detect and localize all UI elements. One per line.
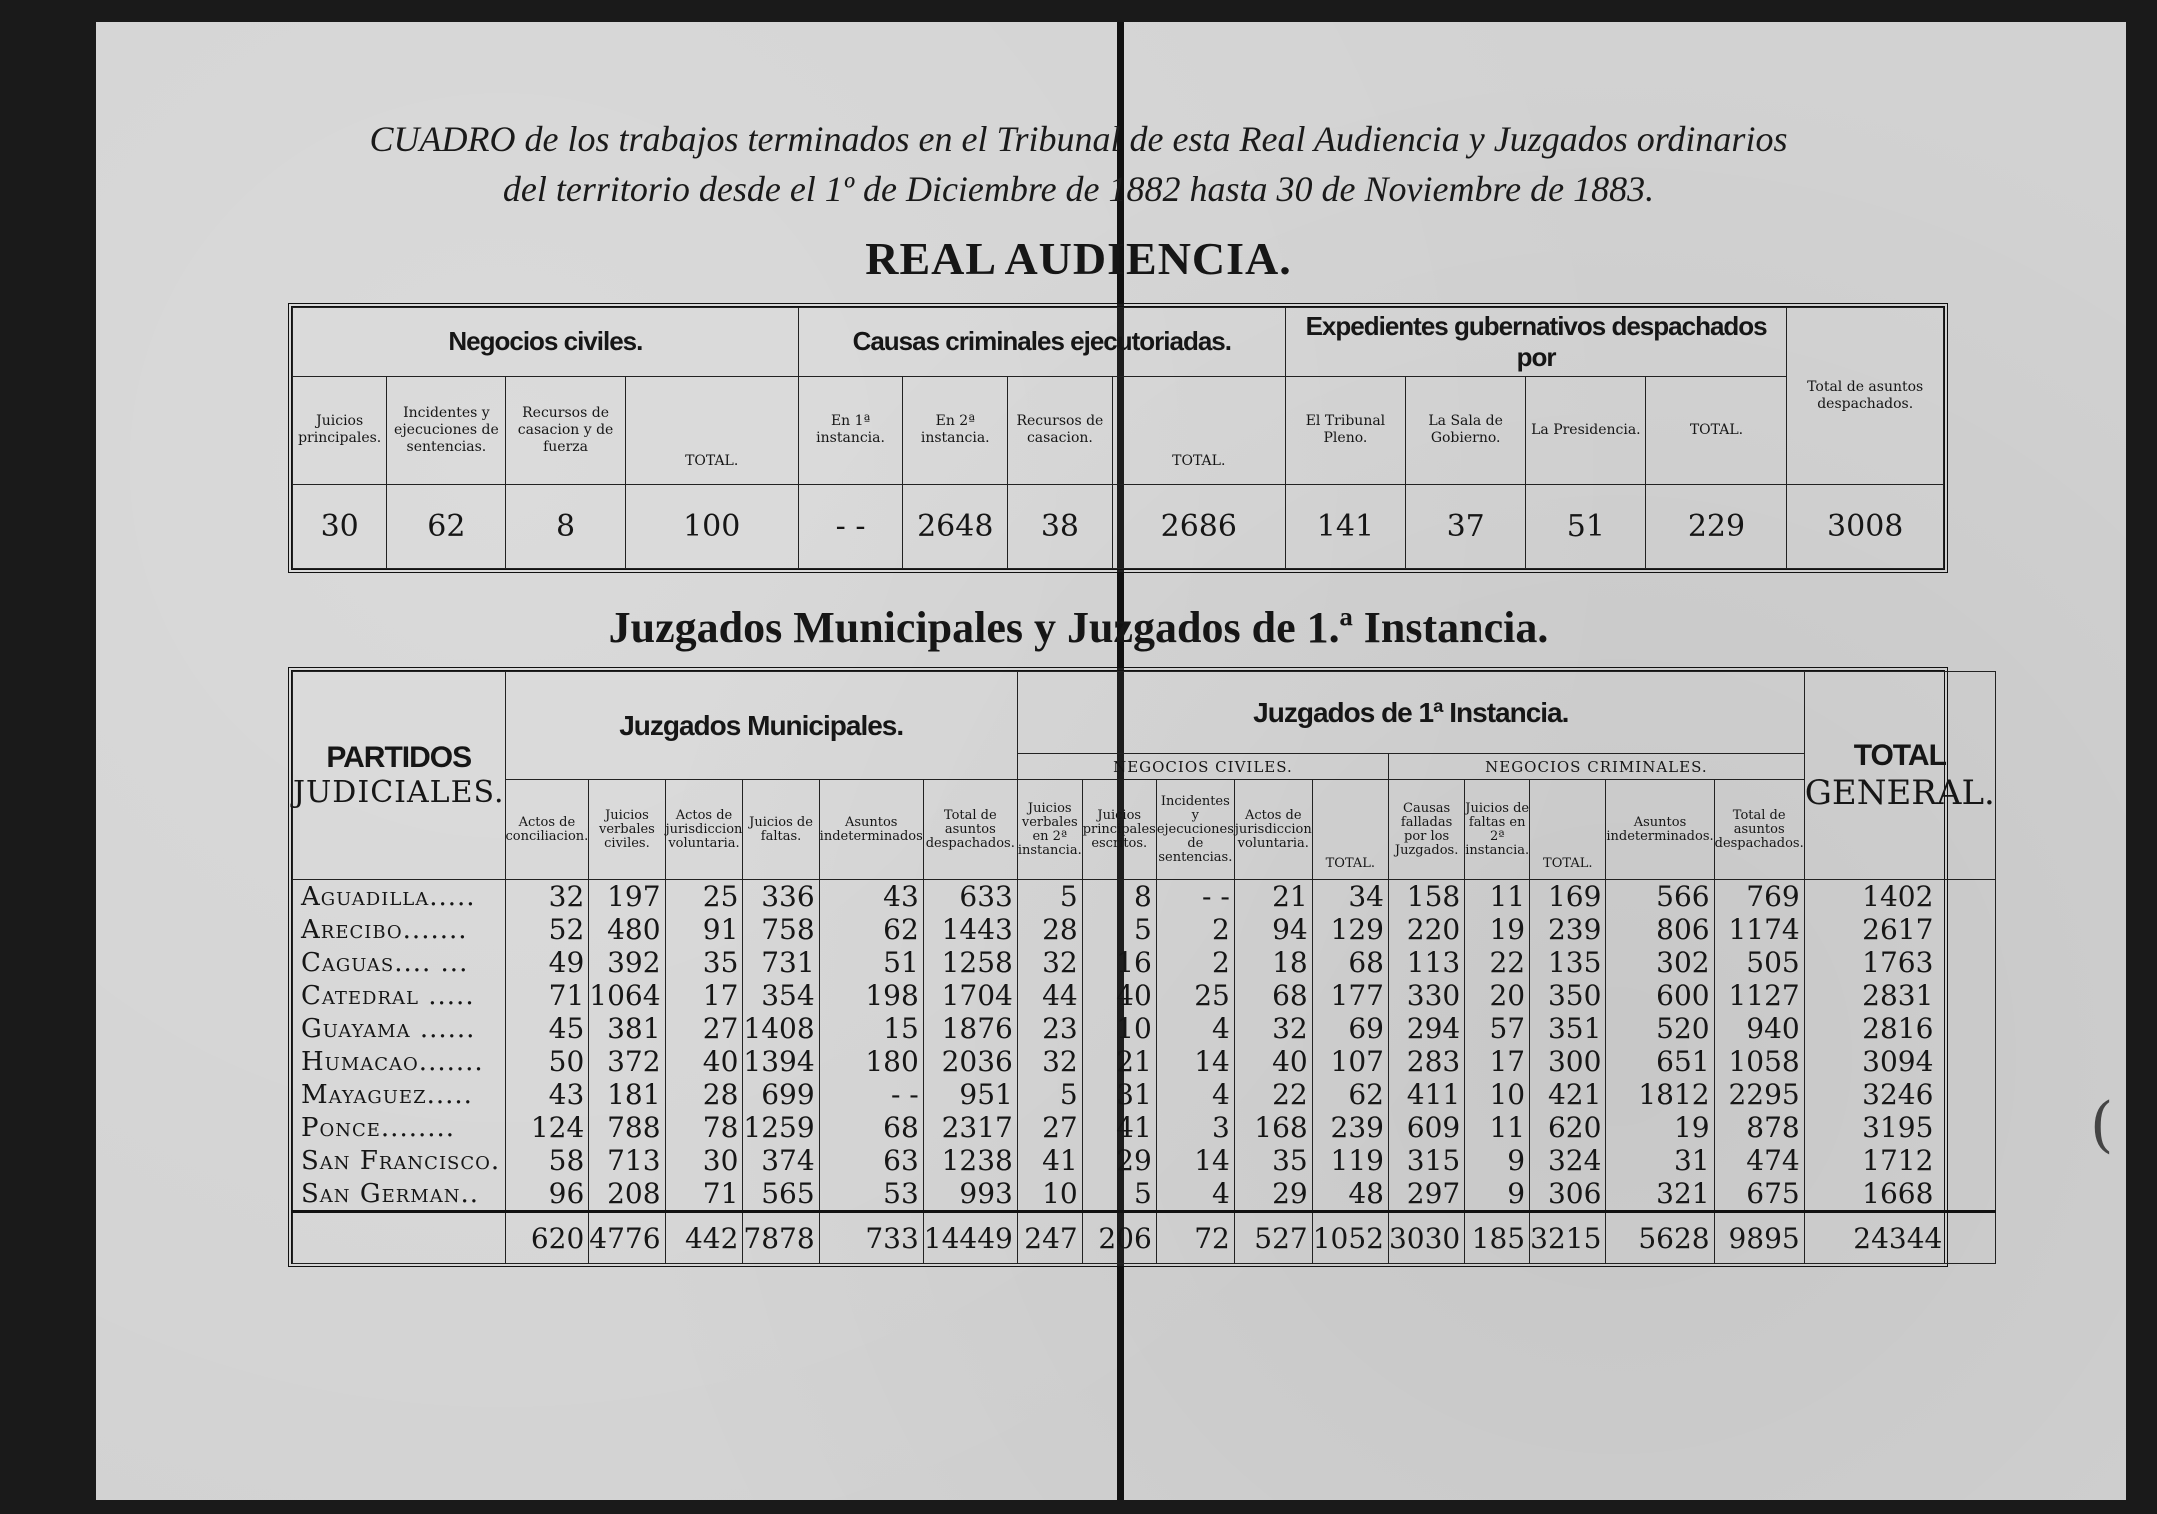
total-cell: 14449 [923, 1212, 1017, 1264]
district-name: Caguas.... ... [293, 946, 506, 979]
value-cell: 8 [1082, 880, 1156, 914]
value-cell: 392 [589, 946, 665, 979]
total-cell: 5628 [1606, 1212, 1714, 1264]
value-cell: 354 [743, 979, 819, 1012]
total-cell: 24344 [1804, 1212, 1995, 1264]
value-cell: 1127 [1714, 979, 1804, 1012]
col-total-gubernativos: TOTAL. [1646, 376, 1787, 485]
value-cell: 1704 [923, 979, 1017, 1012]
value-cell: 62 [1312, 1078, 1388, 1111]
value-cell: 878 [1714, 1111, 1804, 1144]
col-total-civiles-juzgados: TOTAL. [1312, 780, 1388, 880]
value-cell: 940 [1714, 1012, 1804, 1045]
value-cell: 9 [1465, 1177, 1530, 1212]
value-cell: 119 [1312, 1144, 1388, 1177]
value-cell: 600 [1606, 979, 1714, 1012]
value-cell: 27 [665, 1012, 743, 1045]
value-cell: 23 [1017, 1012, 1082, 1045]
value-cell: 11 [1465, 1111, 1530, 1144]
value-cell: 1668 [1804, 1177, 1995, 1212]
value-cell: 769 [1714, 880, 1804, 914]
value-cell: 5 [1017, 880, 1082, 914]
value-cell: 2816 [1804, 1012, 1995, 1045]
col-recursos-casacion: Recursos de casacion. [1008, 376, 1113, 485]
title-line-1: CUADRO de los trabajos terminados en el Tribunal de esta Real Audiencia y Juzgados ordinarios [369, 119, 1788, 159]
value-cell: 62 [387, 485, 506, 569]
value-cell: 29 [1082, 1144, 1156, 1177]
value-cell: 3 [1156, 1111, 1234, 1144]
total-cell: 3215 [1530, 1212, 1606, 1264]
value-cell: 58 [505, 1144, 589, 1177]
value-cell: 94 [1234, 913, 1312, 946]
value-cell: 43 [819, 880, 923, 914]
value-cell: 31 [1082, 1078, 1156, 1111]
total-cell: 1052 [1312, 1212, 1388, 1264]
value-cell: 1174 [1714, 913, 1804, 946]
value-cell: 480 [589, 913, 665, 946]
value-cell: 208 [589, 1177, 665, 1212]
value-cell: 29 [1234, 1177, 1312, 1212]
col-asuntos-indeterminados: Asuntos indeterminados [819, 780, 923, 880]
value-cell: 505 [1714, 946, 1804, 979]
value-cell: 50 [505, 1045, 589, 1078]
value-cell: 14 [1156, 1045, 1234, 1078]
value-cell: 32 [1234, 1012, 1312, 1045]
value-cell: 51 [1526, 485, 1646, 569]
district-name: San Francisco. [293, 1144, 506, 1177]
value-cell: 713 [589, 1144, 665, 1177]
district-name: San German.. [293, 1177, 506, 1212]
value-cell: 124 [505, 1111, 589, 1144]
group-negocios-civiles: Negocios civiles. [293, 308, 799, 377]
value-cell: 324 [1530, 1144, 1606, 1177]
value-cell: 34 [1312, 880, 1388, 914]
value-cell: 566 [1606, 880, 1714, 914]
value-cell: 52 [505, 913, 589, 946]
group-negocios-criminales-juzgados: NEGOCIOS CRIMINALES. [1388, 754, 1804, 780]
value-cell: 10 [1017, 1177, 1082, 1212]
value-cell: 129 [1312, 913, 1388, 946]
value-cell: 300 [1530, 1045, 1606, 1078]
value-cell: 113 [1388, 946, 1464, 979]
value-cell: - - [798, 485, 903, 569]
col-actos-conciliacion: Actos de conciliacion. [505, 780, 589, 880]
partidos-label: PARTIDOS [326, 741, 472, 774]
value-cell: 180 [819, 1045, 923, 1078]
col-total-despachados-juzgados: Total de asuntos despachados. [1714, 780, 1804, 880]
value-cell: 71 [505, 979, 589, 1012]
value-cell: 17 [1465, 1045, 1530, 1078]
table-row [293, 1111, 1996, 1144]
value-cell: 43 [505, 1078, 589, 1111]
value-cell: 45 [505, 1012, 589, 1045]
value-cell: 1258 [923, 946, 1017, 979]
value-cell: 474 [1714, 1144, 1804, 1177]
table-row [293, 1177, 1996, 1212]
table-row [293, 1144, 1996, 1177]
value-cell: 100 [625, 485, 798, 569]
judiciales-label: JUDICIALES. [293, 775, 505, 810]
value-cell: 411 [1388, 1078, 1464, 1111]
value-cell: 91 [665, 913, 743, 946]
value-cell: 16 [1082, 946, 1156, 979]
value-cell: 41 [1082, 1111, 1156, 1144]
value-cell: 78 [665, 1111, 743, 1144]
value-cell: 22 [1234, 1078, 1312, 1111]
total-cell: 527 [1234, 1212, 1312, 1264]
value-cell: 28 [665, 1078, 743, 1111]
value-cell: 10 [1082, 1012, 1156, 1045]
value-cell: 336 [743, 880, 819, 914]
value-cell: 1812 [1606, 1078, 1714, 1111]
district-name: Guayama ...... [293, 1012, 506, 1045]
total-general-header [1804, 672, 1995, 880]
value-cell: 18 [1234, 946, 1312, 979]
value-cell: 239 [1530, 913, 1606, 946]
value-cell: 381 [589, 1012, 665, 1045]
value-cell: 96 [505, 1177, 589, 1212]
value-cell: 675 [1714, 1177, 1804, 1212]
value-cell: 38 [1008, 485, 1113, 569]
value-cell: 30 [293, 485, 387, 569]
value-cell: 4 [1156, 1012, 1234, 1045]
total-cell: 620 [505, 1212, 589, 1264]
district-name: Humacao....... [293, 1045, 506, 1078]
col-incidentes: Incidentes y ejecuciones de sentencias. [387, 376, 506, 485]
total-cell: 185 [1465, 1212, 1530, 1264]
value-cell: 633 [923, 880, 1017, 914]
value-cell: 49 [505, 946, 589, 979]
value-cell: 5 [1082, 913, 1156, 946]
value-cell: 951 [923, 1078, 1017, 1111]
value-cell: 220 [1388, 913, 1464, 946]
value-cell: 3246 [1804, 1078, 1995, 1111]
value-cell: 168 [1234, 1111, 1312, 1144]
value-cell: 68 [1234, 979, 1312, 1012]
value-cell: 19 [1465, 913, 1530, 946]
value-cell: 1408 [743, 1012, 819, 1045]
value-cell: 40 [1082, 979, 1156, 1012]
value-cell: 1876 [923, 1012, 1017, 1045]
value-cell: 181 [589, 1078, 665, 1111]
value-cell: 294 [1388, 1012, 1464, 1045]
value-cell: 8 [506, 485, 625, 569]
col-total-municipales: Total de asuntos despachados. [923, 780, 1017, 880]
col-recursos-casacion-fuerza: Recursos de casacion y de fuerza [506, 376, 625, 485]
real-audiencia-heading: REAL AUDIENCIA. [865, 233, 1292, 284]
col-asuntos-indeterminados-juzgados: Asuntos indeterminados. [1606, 780, 1714, 880]
value-cell: 620 [1530, 1111, 1606, 1144]
col-juicios-verbales-2a: Juicios verbales en 2ª instancia. [1017, 780, 1082, 880]
value-cell: 17 [665, 979, 743, 1012]
col-juicios-faltas-2a: Juicios de faltas en 2ª instancia. [1465, 780, 1530, 880]
value-cell: 10 [1465, 1078, 1530, 1111]
table-row [293, 1078, 1996, 1111]
table-row [293, 979, 1996, 1012]
value-cell: 421 [1530, 1078, 1606, 1111]
col-incidentes-juzgados: Incidentes y ejecuciones de sentencias. [1156, 780, 1234, 880]
col-segunda-instancia: En 2ª instancia. [903, 376, 1008, 485]
value-cell: 30 [665, 1144, 743, 1177]
value-cell: 4 [1156, 1078, 1234, 1111]
value-cell: 788 [589, 1111, 665, 1144]
table-row [293, 1045, 1996, 1078]
col-juicios-faltas: Juicios de faltas. [743, 780, 819, 880]
value-cell: 41 [1017, 1144, 1082, 1177]
col-actos-jurisdiccion-juzgados: Actos de jurisdiccion voluntaria. [1234, 780, 1312, 880]
value-cell: 51 [819, 946, 923, 979]
value-cell: 283 [1388, 1045, 1464, 1078]
general-label: GENERAL. [1804, 772, 1995, 813]
value-cell: 15 [819, 1012, 923, 1045]
col-total-asuntos: Total de asuntos despachados. [1787, 308, 1944, 485]
total-cell: 733 [819, 1212, 923, 1264]
value-cell: 372 [589, 1045, 665, 1078]
value-cell: 19 [1606, 1111, 1714, 1144]
value-cell: 3008 [1787, 485, 1944, 569]
col-tribunal-pleno: El Tribunal Pleno. [1285, 376, 1405, 485]
value-cell: 351 [1530, 1012, 1606, 1045]
value-cell: 806 [1606, 913, 1714, 946]
value-cell: 32 [1017, 946, 1082, 979]
value-cell: 2617 [1804, 913, 1995, 946]
value-cell: 198 [819, 979, 923, 1012]
district-name: Ponce........ [293, 1111, 506, 1144]
district-name: Catedral ..... [293, 979, 506, 1012]
total-cell: 442 [665, 1212, 743, 1264]
value-cell: 107 [1312, 1045, 1388, 1078]
district-rows [293, 880, 1996, 1212]
value-cell: 2036 [923, 1045, 1017, 1078]
total-cell: 3030 [1388, 1212, 1464, 1264]
value-cell: 315 [1388, 1144, 1464, 1177]
total-cell: 206 [1082, 1212, 1156, 1264]
value-cell: 731 [743, 946, 819, 979]
value-cell: 520 [1606, 1012, 1714, 1045]
value-cell: 169 [1530, 880, 1606, 914]
col-presidencia: La Presidencia. [1526, 376, 1646, 485]
value-cell: 321 [1606, 1177, 1714, 1212]
value-cell: - - [819, 1078, 923, 1111]
value-cell: 758 [743, 913, 819, 946]
col-juicios-principales: Juicios principales. [293, 376, 387, 485]
district-name: Arecibo....... [293, 913, 506, 946]
value-cell: 2 [1156, 913, 1234, 946]
col-primera-instancia: En 1ª instancia. [798, 376, 903, 485]
value-cell: 1443 [923, 913, 1017, 946]
value-cell: 32 [1017, 1045, 1082, 1078]
value-cell: 63 [819, 1144, 923, 1177]
total-cell: 247 [1017, 1212, 1082, 1264]
value-cell: 1058 [1714, 1045, 1804, 1078]
value-cell: 53 [819, 1177, 923, 1212]
value-cell: 35 [1234, 1144, 1312, 1177]
value-cell: 9 [1465, 1144, 1530, 1177]
col-total-criminales: TOTAL. [1112, 376, 1285, 485]
value-cell: 44 [1017, 979, 1082, 1012]
district-name: Aguadilla..... [293, 880, 506, 914]
value-cell: 28 [1017, 913, 1082, 946]
value-cell: 69 [1312, 1012, 1388, 1045]
value-cell: 302 [1606, 946, 1714, 979]
value-cell: 2 [1156, 946, 1234, 979]
group-juzgados-municipales: Juzgados Municipales. [505, 672, 1017, 780]
value-cell: 68 [819, 1111, 923, 1144]
value-cell: 2295 [1714, 1078, 1804, 1111]
value-cell: 40 [665, 1045, 743, 1078]
totals-label-cell [293, 1212, 506, 1264]
total-cell: 9895 [1714, 1212, 1804, 1264]
value-cell: 1064 [589, 979, 665, 1012]
value-cell: 177 [1312, 979, 1388, 1012]
value-cell: 239 [1312, 1111, 1388, 1144]
real-audiencia-table-frame [288, 303, 1948, 573]
value-cell: 2317 [923, 1111, 1017, 1144]
total-cell: 7878 [743, 1212, 819, 1264]
value-cell: - - [1156, 880, 1234, 914]
value-cell: 21 [1234, 880, 1312, 914]
value-cell: 699 [743, 1078, 819, 1111]
value-cell: 330 [1388, 979, 1464, 1012]
value-cell: 32 [505, 880, 589, 914]
table-row [293, 880, 1996, 914]
value-cell: 1712 [1804, 1144, 1995, 1177]
value-cell: 306 [1530, 1177, 1606, 1212]
value-cell: 1394 [743, 1045, 819, 1078]
value-cell: 27 [1017, 1111, 1082, 1144]
value-cell: 68 [1312, 946, 1388, 979]
value-cell: 374 [743, 1144, 819, 1177]
group-juzgados-primera-instancia: Juzgados de 1ª Instancia. [1017, 672, 1804, 754]
value-cell: 20 [1465, 979, 1530, 1012]
district-name: Mayaguez..... [293, 1078, 506, 1111]
title-line-2: del territorio desde el 1º de Diciembre de 1882 hasta 30 de Noviembre de 1883. [502, 169, 1655, 209]
value-cell: 1238 [923, 1144, 1017, 1177]
value-cell: 565 [743, 1177, 819, 1212]
value-cell: 11 [1465, 880, 1530, 914]
real-audiencia-table [292, 307, 1944, 569]
totals-row [293, 1212, 1996, 1264]
value-cell: 4 [1156, 1177, 1234, 1212]
group-negocios-civiles-juzgados: NEGOCIOS CIVILES. [1017, 754, 1388, 780]
partidos-judiciales-header [293, 672, 506, 880]
value-cell: 22 [1465, 946, 1530, 979]
value-cell: 31 [1606, 1144, 1714, 1177]
table-row [293, 1012, 1996, 1045]
group-expedientes-gubernativos: Expedientes gubernativos despachados por [1285, 308, 1787, 377]
col-juicios-verbales-civiles: Juicios verbales civiles. [589, 780, 665, 880]
value-cell: 48 [1312, 1177, 1388, 1212]
juzgados-heading: Juzgados Municipales y Juzgados de 1.ª Instancia. [608, 603, 1549, 652]
juzgados-table [292, 671, 1996, 1264]
value-cell: 3094 [1804, 1045, 1995, 1078]
juzgados-table-frame [288, 667, 1995, 1267]
value-cell: 158 [1388, 880, 1464, 914]
value-cell: 62 [819, 913, 923, 946]
col-total-civiles: TOTAL. [625, 376, 798, 485]
group-causas-criminales: Causas criminales ejecutoriadas. [798, 308, 1285, 377]
value-cell: 651 [1606, 1045, 1714, 1078]
value-cell: 2686 [1112, 485, 1285, 569]
value-cell: 14 [1156, 1144, 1234, 1177]
value-cell: 5 [1082, 1177, 1156, 1212]
value-cell: 71 [665, 1177, 743, 1212]
value-cell: 229 [1646, 485, 1787, 569]
col-actos-jurisdiccion: Actos de jurisdiccion voluntaria. [665, 780, 743, 880]
value-cell: 993 [923, 1177, 1017, 1212]
total-cell: 4776 [589, 1212, 665, 1264]
col-sala-gobierno: La Sala de Gobierno. [1406, 376, 1526, 485]
value-cell: 135 [1530, 946, 1606, 979]
col-juicios-principales-escritos: Juicios principales escritos. [1082, 780, 1156, 880]
value-cell: 57 [1465, 1012, 1530, 1045]
total-cell: 72 [1156, 1212, 1234, 1264]
value-cell: 21 [1082, 1045, 1156, 1078]
value-cell: 1402 [1804, 880, 1995, 914]
value-cell: 40 [1234, 1045, 1312, 1078]
value-cell: 197 [589, 880, 665, 914]
value-cell: 35 [665, 946, 743, 979]
value-cell: 141 [1285, 485, 1405, 569]
total-label: TOTAL [1853, 738, 1946, 772]
margin-mark: ( [2090, 1090, 2114, 1160]
col-causas-falladas: Causas falladas por los Juzgados. [1388, 780, 1464, 880]
value-cell: 609 [1388, 1111, 1464, 1144]
value-cell: 5 [1017, 1078, 1082, 1111]
table-row [293, 946, 1996, 979]
value-cell: 1763 [1804, 946, 1995, 979]
col-total-criminales-juzgados: TOTAL. [1530, 780, 1606, 880]
value-cell: 1259 [743, 1111, 819, 1144]
value-cell: 2831 [1804, 979, 1995, 1012]
value-cell: 297 [1388, 1177, 1464, 1212]
value-cell: 25 [665, 880, 743, 914]
value-cell: 2648 [903, 485, 1008, 569]
value-cell: 350 [1530, 979, 1606, 1012]
value-cell: 25 [1156, 979, 1234, 1012]
table-row [293, 913, 1996, 946]
value-cell: 3195 [1804, 1111, 1995, 1144]
value-cell: 37 [1406, 485, 1526, 569]
